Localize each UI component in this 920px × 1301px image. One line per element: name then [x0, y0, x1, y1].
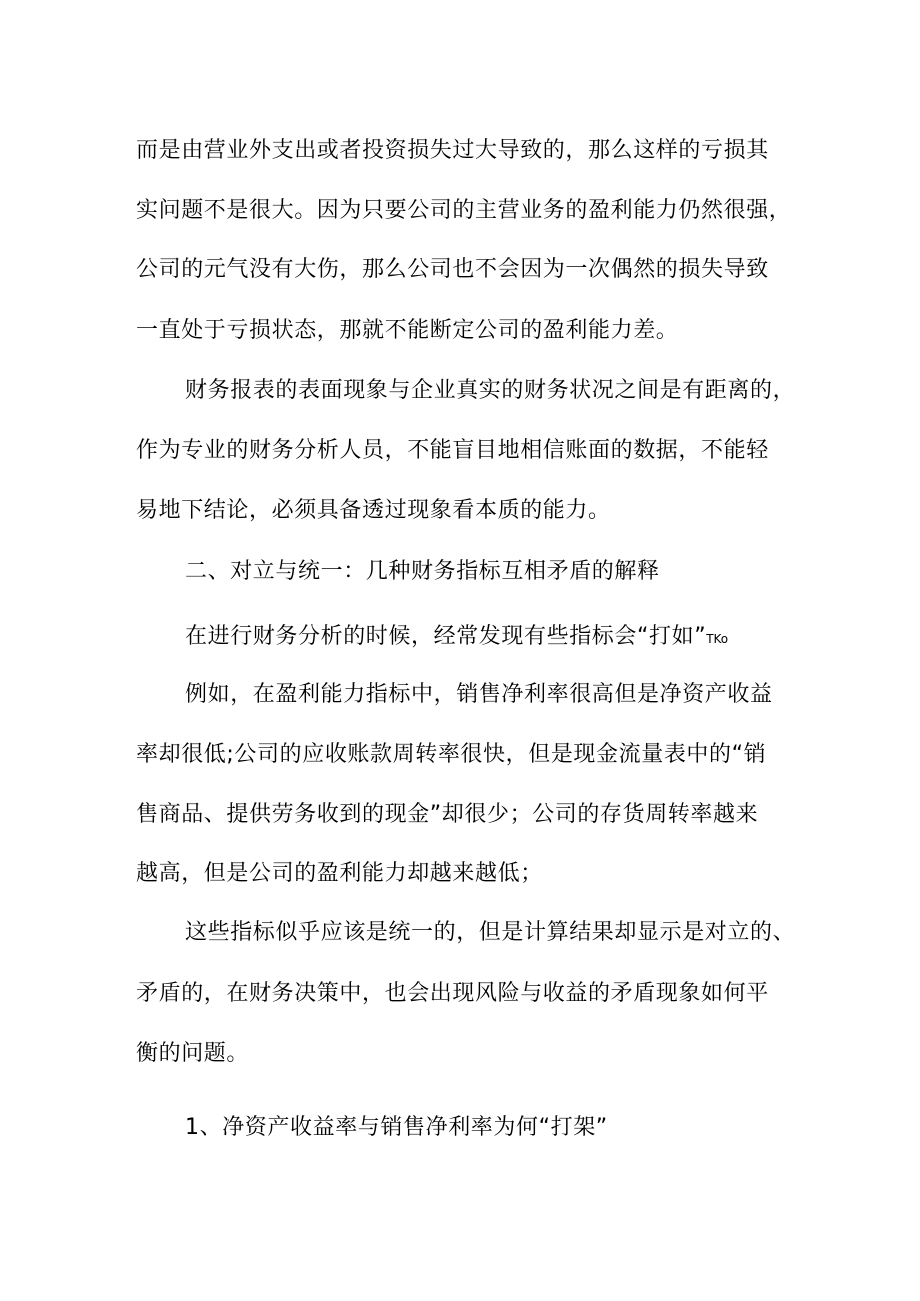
paragraph-line-9: [185, 622, 845, 654]
subsection-heading-1: 1、净资产收益率与销售净利率为何“打架”: [185, 1115, 608, 1140]
paragraph-line-9-suffix: TKo: [706, 632, 729, 646]
paragraph-line-16: 衡的问题。: [136, 1041, 250, 1066]
paragraph-line-10: 例如，在盈利能力指标中，销售净利率很高但是净资产收益: [185, 682, 773, 707]
paragraph-line-9-text: 在进行财务分析的时候，经常发现有些指标会“打如”: [185, 624, 707, 649]
paragraph-line-7: 易地下结论，必须具备透过现象看本质的能力。: [136, 498, 611, 523]
paragraph-line-4: 一直处于亏损状态，那就不能断定公司的盈利能力差。: [136, 318, 679, 343]
paragraph-line-15: 矛盾的，在财务决策中，也会出现风险与收益的矛盾现象如何平: [136, 981, 769, 1006]
section-heading-2: 二、对立与统一：几种财务指标互相矛盾的解释: [185, 559, 660, 584]
paragraph-line-3: 公司的元气没有大伤，那么公司也不会因为一次偶然的损失导致: [136, 257, 769, 282]
paragraph-line-1: 而是由营业外支出或者投资损失过大导致的，那么这样的亏损其: [136, 138, 769, 163]
paragraph-line-6: 作为专业的财务分析人员，不能盲目地相信账面的数据，不能轻: [136, 438, 769, 463]
paragraph-line-13: 越高，但是公司的盈利能力却越来越低；: [136, 861, 543, 886]
paragraph-line-12: 售商品、提供劳务收到的现金”却很少；公司的存货周转率越来: [136, 802, 759, 827]
paragraph-line-5: 财务报表的表面现象与企业真实的财务状况之间是有距离的，: [185, 378, 796, 403]
paragraph-line-2: 实问题不是很大。因为只要公司的主营业务的盈利能力仍然很强，: [136, 198, 792, 223]
paragraph-line-14: 这些指标似乎应该是统一的，但是计算结果却显示是对立的、: [185, 920, 796, 945]
paragraph-line-11: 率却很低;公司的应收账款周转率很快，但是现金流量表中的“销: [136, 742, 767, 767]
